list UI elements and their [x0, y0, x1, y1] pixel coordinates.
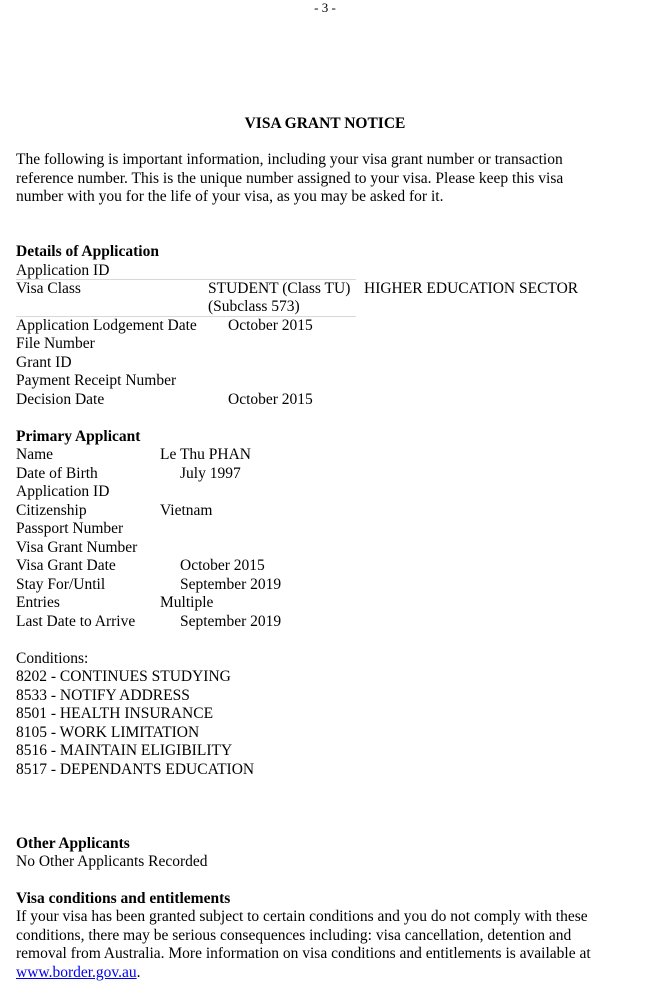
condition-item: 8517 - DEPENDANTS EDUCATION [16, 761, 255, 778]
condition-item: 8533 - NOTIFY ADDRESS [16, 687, 190, 704]
entitlements-link-line [16, 964, 636, 983]
primary-applicant-heading: Primary Applicant [16, 428, 141, 445]
entitlements-paragraph [16, 908, 636, 982]
visa-grant-date-label: Visa Grant Date [16, 557, 116, 574]
visa-subclass: (Subclass 573) [208, 298, 300, 315]
intro-line: The following is important information, including your visa grant number or transaction [16, 151, 563, 168]
passport-number-label: Passport Number [16, 520, 124, 537]
condition-item: 8516 - MAINTAIN ELIGIBILITY [16, 742, 233, 759]
condition-item: 8105 - WORK LIMITATION [16, 724, 200, 741]
document-title: VISA GRANT NOTICE [244, 115, 406, 132]
visa-class-label: Visa Class [16, 280, 81, 297]
stay-until-value: September 2019 [180, 576, 282, 593]
other-applicants-heading: Other Applicants [16, 835, 130, 852]
name-label: Name [16, 446, 54, 463]
application-heading: Details of Application [16, 243, 159, 260]
citizenship-value: Vietnam [160, 502, 213, 519]
application-id-label: Application ID [16, 262, 110, 279]
dob-label: Date of Birth [16, 465, 98, 482]
border-website-link[interactable]: www.border.gov.au [16, 963, 137, 981]
visa-grant-number-label: Visa Grant Number [16, 539, 138, 556]
page-number: - 3 - [314, 0, 336, 15]
visa-class-value: STUDENT (Class TU) [208, 280, 351, 297]
entitlements-line: removal from Australia. More information on visa conditions and entitlements is available at [16, 945, 591, 962]
lodgement-date-value: October 2015 [228, 317, 313, 334]
payment-receipt-label: Payment Receipt Number [16, 372, 177, 389]
link-period: . [136, 963, 141, 981]
intro-paragraph [16, 151, 616, 207]
decision-date-label: Decision Date [16, 391, 105, 408]
intro-line: reference number. This is the unique number assigned to your visa. Please keep this visa [16, 169, 564, 187]
entitlements-line: conditions, there may be serious consequences including: visa cancellation, detention and [16, 926, 572, 944]
entitlements-line: If your visa has been granted subject to certain conditions and you do not comply with these [16, 908, 588, 925]
stay-until-label: Stay For/Until [16, 576, 106, 593]
dob-value: July 1997 [180, 465, 241, 482]
last-date-label: Last Date to Arrive [16, 613, 136, 630]
entitlements-heading: Visa conditions and entitlements [16, 890, 231, 907]
lodgement-date-label: Application Lodgement Date [16, 317, 197, 334]
entries-label: Entries [16, 594, 60, 611]
entries-value: Multiple [160, 594, 214, 611]
name-value: Le Thu PHAN [160, 446, 251, 463]
grant-id-label: Grant ID [16, 354, 72, 371]
visa-class-sector: HIGHER EDUCATION SECTOR [364, 280, 579, 297]
intro-line: number with you for the life of your visa, as you may be asked for it. [16, 188, 444, 205]
decision-date-value: October 2015 [228, 391, 313, 408]
primary-application-id-label: Application ID [16, 483, 110, 500]
condition-item: 8501 - HEALTH INSURANCE [16, 705, 214, 722]
visa-grant-date-value: October 2015 [180, 557, 265, 574]
last-date-value: September 2019 [180, 613, 282, 630]
conditions-heading: Conditions: [16, 650, 89, 667]
file-number-label: File Number [16, 335, 95, 352]
other-applicants-text: No Other Applicants Recorded [16, 853, 208, 870]
citizenship-label: Citizenship [16, 502, 87, 519]
condition-item: 8202 - CONTINUES STUDYING [16, 668, 231, 685]
